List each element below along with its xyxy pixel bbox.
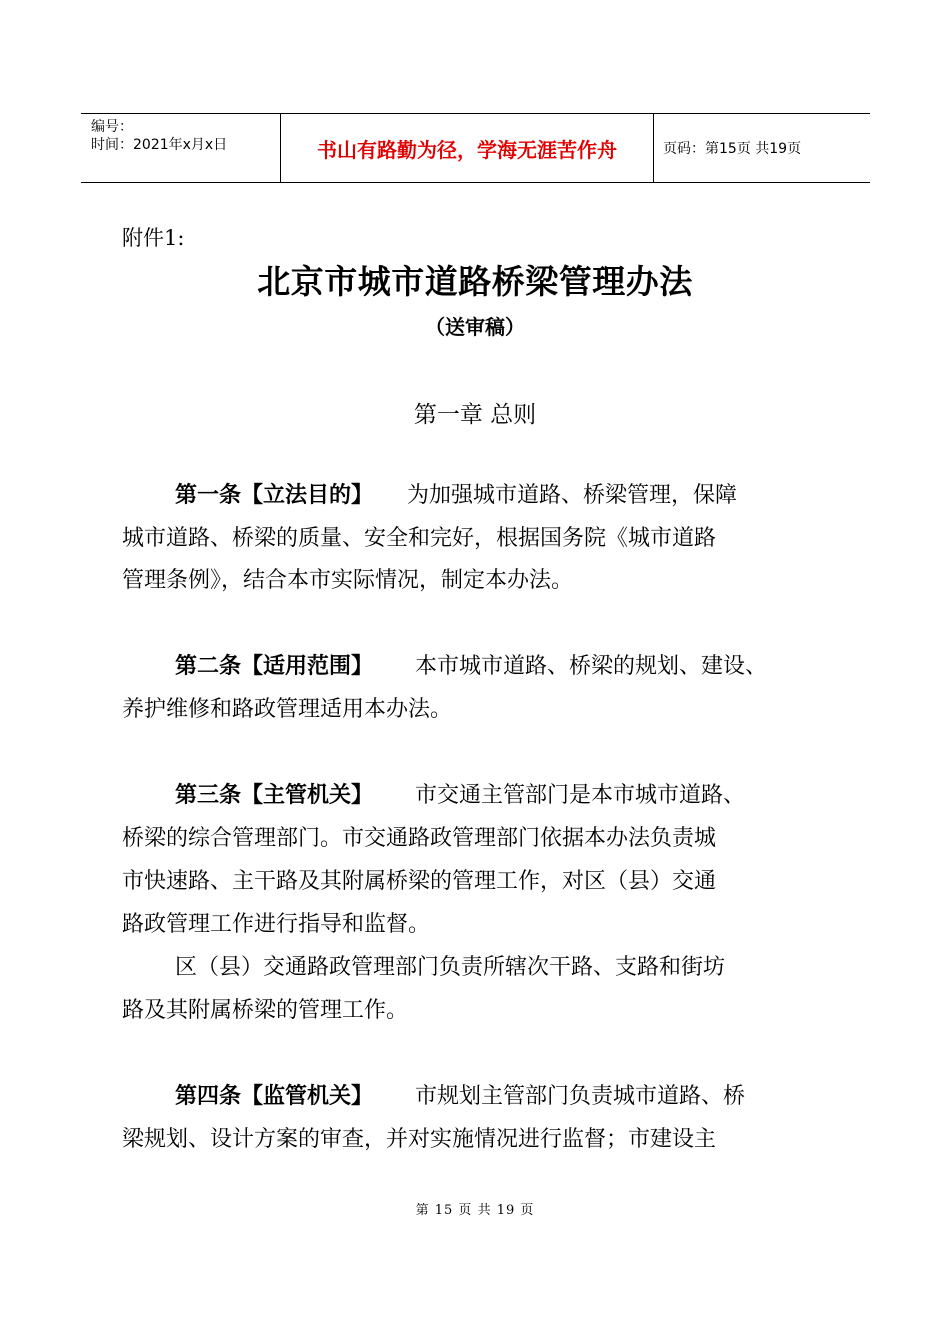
chapter-heading: 第一章 总则 (413, 402, 537, 428)
article-1-heading: 第一条【立法目的】 (175, 483, 374, 508)
document-header (81, 113, 870, 183)
article-3-line-1 (175, 781, 745, 811)
article-3-heading: 第三条【主管机关】 (175, 783, 374, 808)
article-1-line-2: 城市道路、桥梁的质量、安全和完好，根据国务院《城市道路 (122, 526, 717, 551)
article-3-para2-line-1: 区（县）交通路政管理部门负责所辖次干路、支路和街坊 (175, 955, 726, 980)
article-3-line-4: 路政管理工作进行指导和监督。 (122, 912, 431, 937)
article-2-text: 本市城市道路、桥梁的规划、建设、 (415, 654, 768, 679)
page-subtitle: （送审稿） (425, 315, 525, 339)
article-3-line-2: 桥梁的综合管理部门。市交通路政管理部门依据本办法负责城 (122, 826, 717, 851)
article-2-line-2: 养护维修和路政管理适用本办法。 (122, 697, 453, 722)
header-page-info: 页码：第15页 共19页 (663, 141, 802, 157)
article-1-text: 为加强城市道路、桥梁管理，保障 (407, 483, 738, 508)
article-4-text: 市规划主管部门负责城市道路、桥 (415, 1084, 746, 1109)
article-4-heading: 第四条【监管机关】 (175, 1084, 374, 1109)
article-3-para2-line-2: 路及其附属桥梁的管理工作。 (122, 998, 409, 1023)
article-2-heading: 第二条【适用范围】 (175, 654, 374, 679)
attachment-label: 附件1: (122, 226, 185, 250)
page-title: 北京市城市道路桥梁管理办法 (257, 262, 693, 301)
time-label: 时间：2021年x月x日 (91, 137, 228, 153)
article-1-line-1 (175, 481, 737, 511)
header-meta-cell (81, 114, 281, 182)
number-label: 编号： (91, 119, 133, 135)
page-footer: 第 15 页 共 19 页 (415, 1203, 535, 1218)
article-3-text: 市交通主管部门是本市城市道路、 (415, 783, 746, 808)
article-4-line-2: 梁规划、设计方案的审查，并对实施情况进行监督；市建设主 (122, 1127, 717, 1152)
article-3-line-3: 市快速路、主干路及其附属桥梁的管理工作，对区（县）交通 (122, 869, 717, 894)
header-motto: 书山有路勤为径，学海无涯苦作舟 (281, 114, 654, 182)
article-2-line-1 (175, 652, 767, 682)
article-1-line-3: 管理条例》，结合本市实际情况，制定本办法。 (122, 568, 574, 593)
article-4-line-1 (175, 1082, 745, 1112)
